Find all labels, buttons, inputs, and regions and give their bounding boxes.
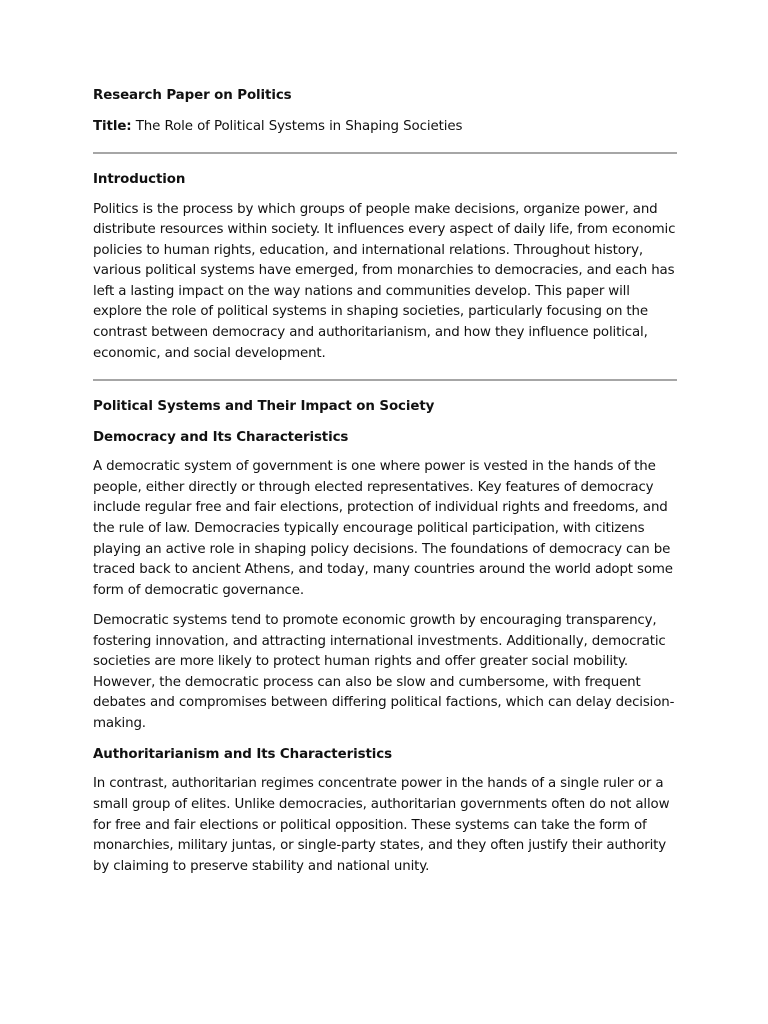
document-page (93, 85, 677, 877)
title-text: The Role of Political Systems in Shaping Societies (131, 119, 463, 134)
democracy-heading: Democracy and Its Characteristics (93, 429, 349, 445)
introduction-heading: Introduction (93, 172, 186, 187)
document-heading: Research Paper on Politics (93, 88, 292, 103)
section-divider (93, 379, 677, 381)
section-divider (93, 152, 677, 154)
title-label: Title: (93, 119, 132, 134)
authoritarianism-paragraph-1: In contrast, authoritarian regimes concentrate power in the hands of a single ruler or a small group of elites. Unlike democracies, authoritarian governments often do not allow for free and fair elections or political opposition. These systems can take the form of monarchies, military juntas, or single-party states, and they often justify their authority by claiming to preserve stability and national unity. (93, 776, 670, 874)
introduction-paragraph: Politics is the process by which groups of people make decisions, organize power, and distribute resources within society. It influences every aspect of daily life, from economic policies to human rights, education, and international relations. Throughout history, various political systems have emerged, from monarchies to democracies, and each has left a lasting impact on the way nations and communities develop. This paper will explore the role of political systems in shaping societies, particularly focusing on the contrast between democracy and authoritarianism, and how they influence political, economic, and social development. (93, 201, 676, 361)
title-line (93, 116, 677, 137)
authoritarianism-heading: Authoritarianism and Its Characteristics (93, 746, 392, 762)
democracy-paragraph-1: A democratic system of government is one where power is vested in the hands of the people, either directly or through elected representatives. Key features of democracy include regular free and fair elections, protection of individual rights and freedoms, and the rule of law. Democracies typically encourage political participation, with citizens playing an active role in shaping policy decisions. The foundations of democracy can be traced back to ancient Athens, and today, many countries around the world adopt some form of democratic governance. (93, 459, 673, 598)
political-systems-heading: Political Systems and Their Impact on Society (93, 399, 435, 415)
democracy-paragraph-2: Democratic systems tend to promote economic growth by encouraging transparency, fostering innovation, and attracting international investments. Additionally, democratic societies are more likely to protect human rights and offer greater social mobility. However, the democratic process can also be slow and cumbersome, with frequent debates and compromises between differing political factions, which can delay decision-making. (93, 612, 675, 731)
